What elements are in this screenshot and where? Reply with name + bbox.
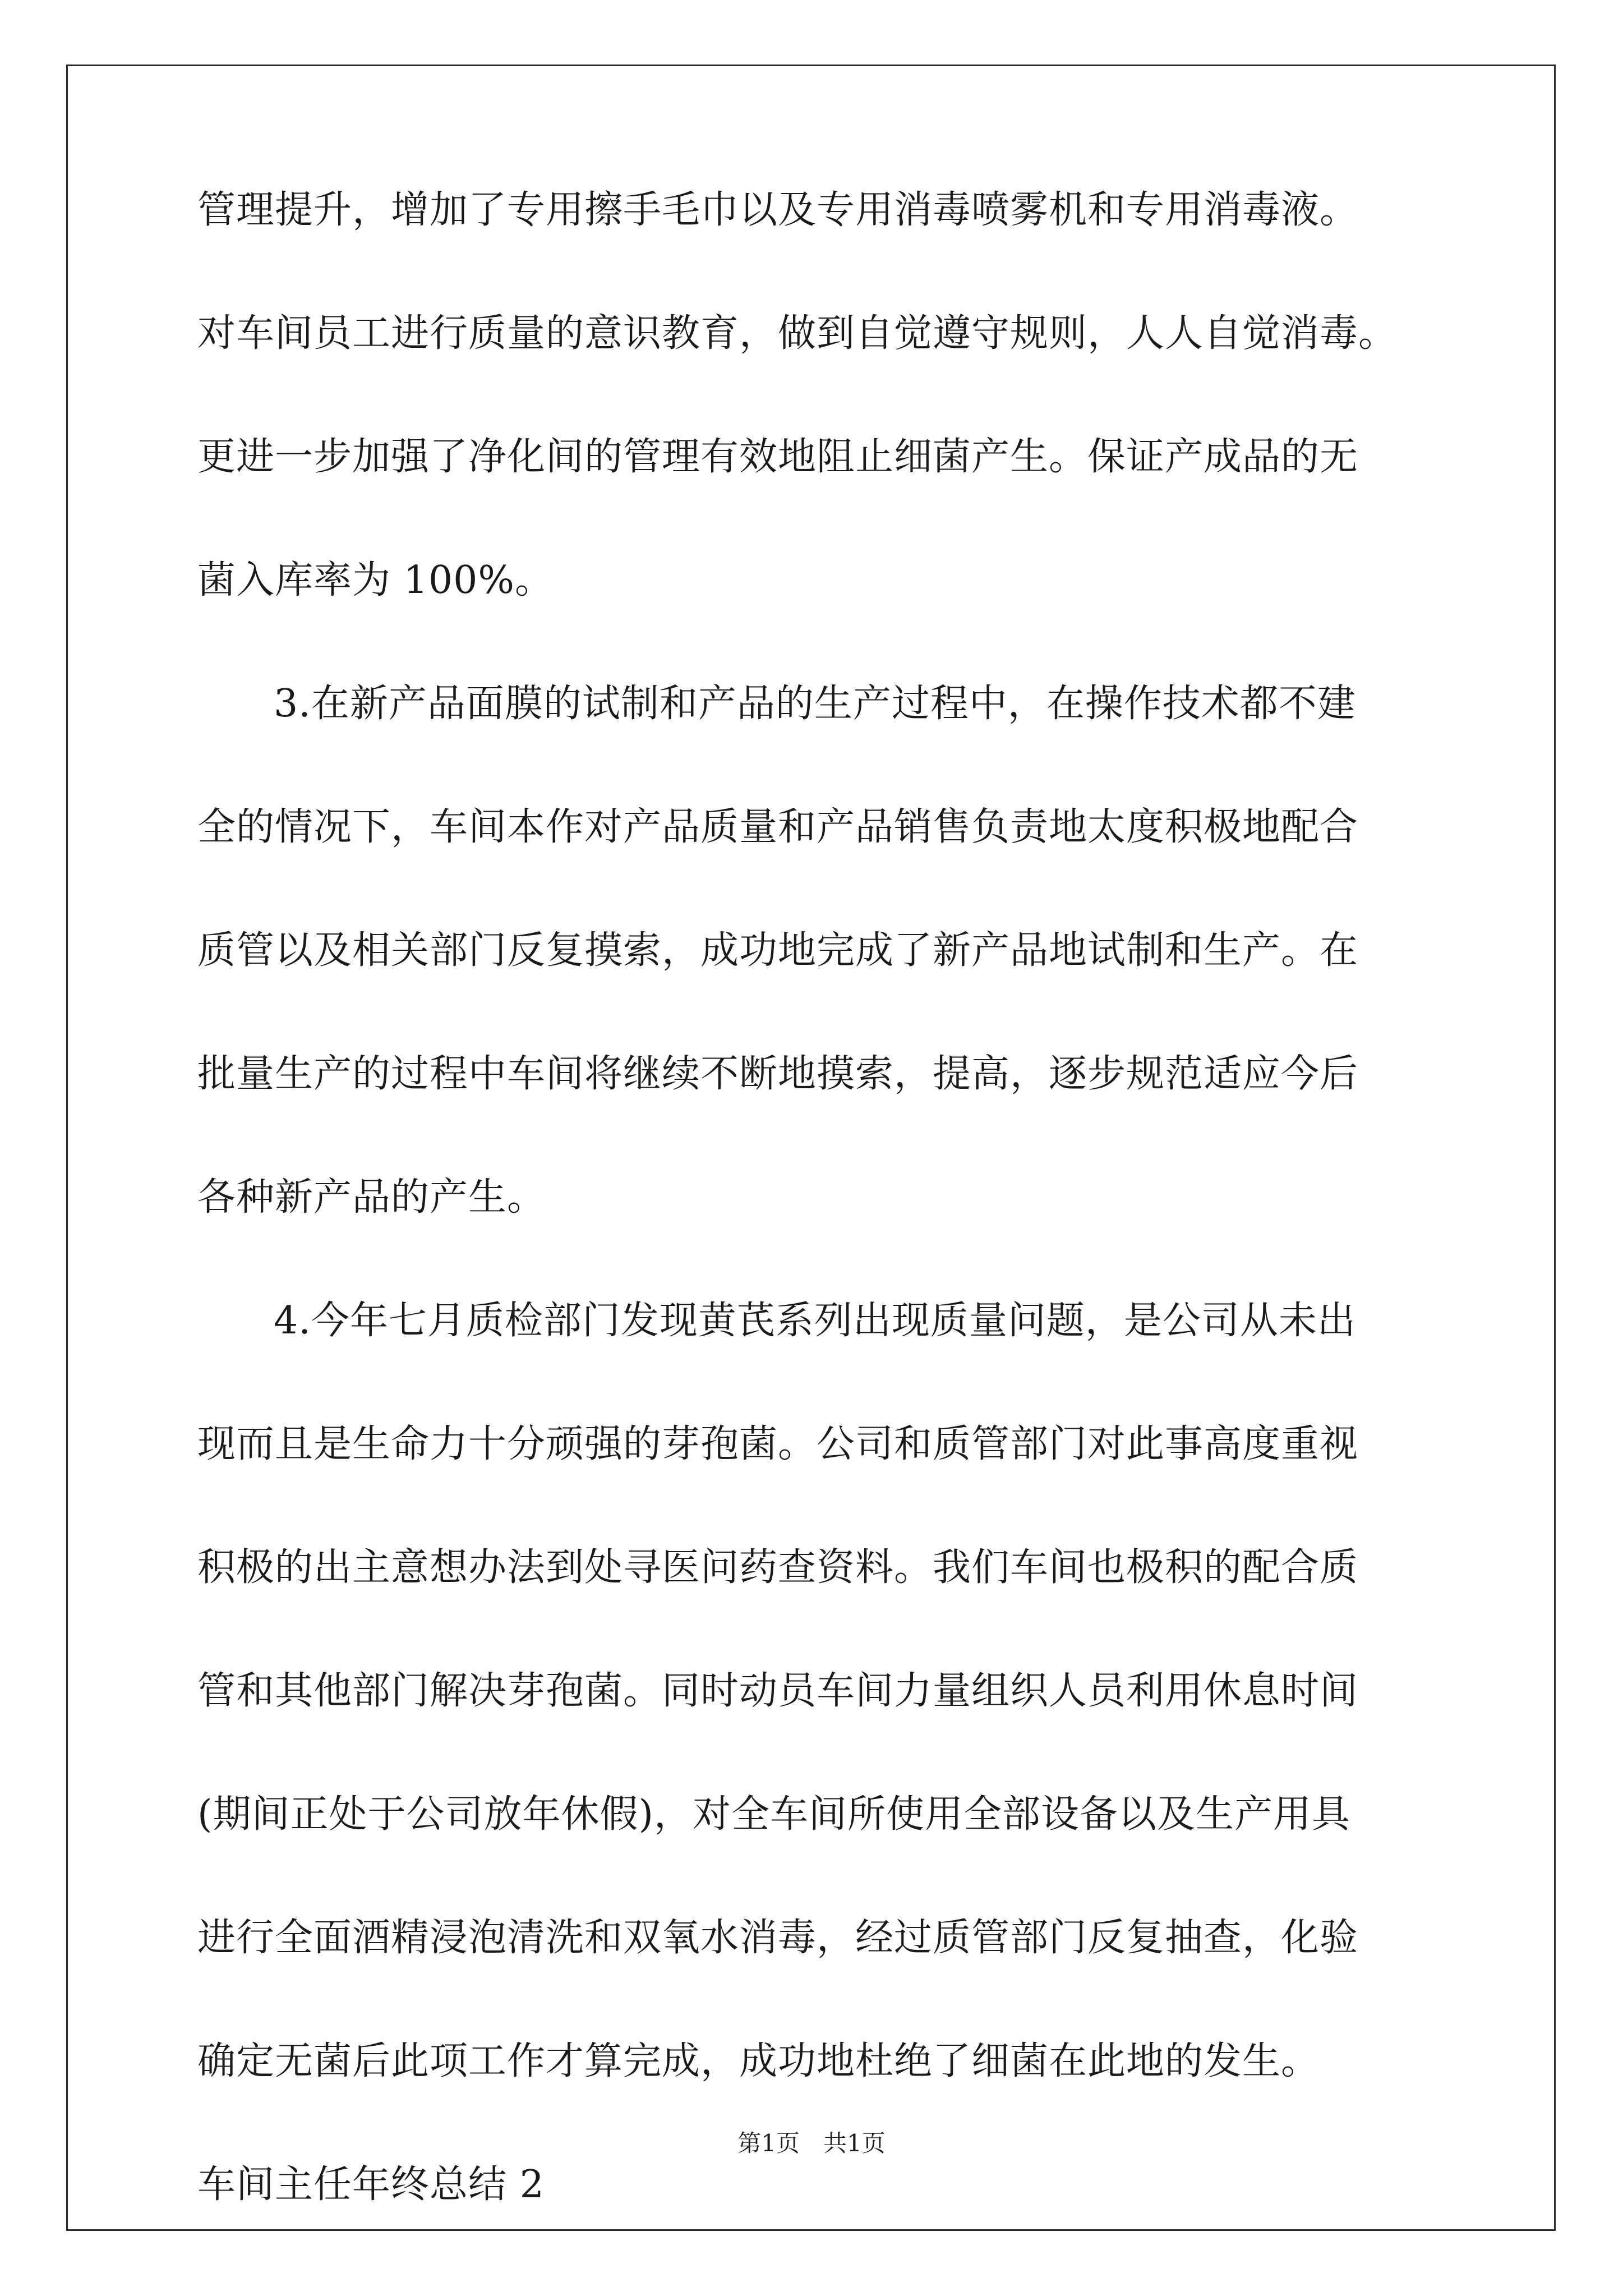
paragraph-line: 批量生产的过程中车间将继续不断地摸索，提高，逐步规范适应今后	[197, 1052, 1359, 1096]
page-number-footer: 第1页 共1页	[737, 2129, 886, 2157]
section-heading: 车间主任年终总结 2	[197, 2162, 545, 2207]
paragraph-line: 管和其他部门解决芽孢菌。同时动员车间力量组织人员利用休息时间	[197, 1669, 1359, 1713]
paragraph-line: 对车间员工进行质量的意识教育，做到自觉遵守规则，人人自觉消毒。	[197, 311, 1398, 356]
document-body	[197, 188, 1442, 2207]
paragraph-line: 现而且是生命力十分顽强的芽孢菌。公司和质管部门对此事高度重视	[197, 1422, 1359, 1466]
paragraph-line: 积极的出主意想办法到处寻医问药查资料。我们车间也极积的配合质	[197, 1545, 1359, 1590]
paragraph-line: 管理提升，增加了专用擦手毛巾以及专用消毒喷雾机和专用消毒液。	[197, 188, 1359, 232]
paragraph-line: 质管以及相关部门反复摸索，成功地完成了新产品地试制和生产。在	[197, 928, 1359, 973]
paragraph-line: 4.今年七月质检部门发现黄芪系列出现质量问题，是公司从未出	[274, 1299, 1356, 1343]
paragraph-line: 全的情况下，车间本作对产品质量和产品销售负责地太度积极地配合	[197, 805, 1359, 849]
paragraph-line: 3.在新产品面膜的试制和产品的生产过程中，在操作技术都不建	[274, 682, 1356, 726]
paragraph-line: 菌入库率为 100%。	[197, 558, 554, 602]
paragraph-line: (期间正处于公司放年休假)，对全车间所使用全部设备以及生产用具	[197, 1792, 1351, 1837]
paragraph-line: 确定无菌后此项工作才算完成，成功地杜绝了细菌在此地的发生。	[197, 2039, 1320, 2083]
paragraph-line: 更进一步加强了净化间的管理有效地阻止细菌产生。保证产成品的无	[197, 435, 1359, 479]
paragraph-line: 各种新产品的产生。	[197, 1175, 546, 1220]
paragraph-line: 进行全面酒精浸泡清洗和双氧水消毒，经过质管部门反复抽查，化验	[197, 1916, 1359, 1960]
